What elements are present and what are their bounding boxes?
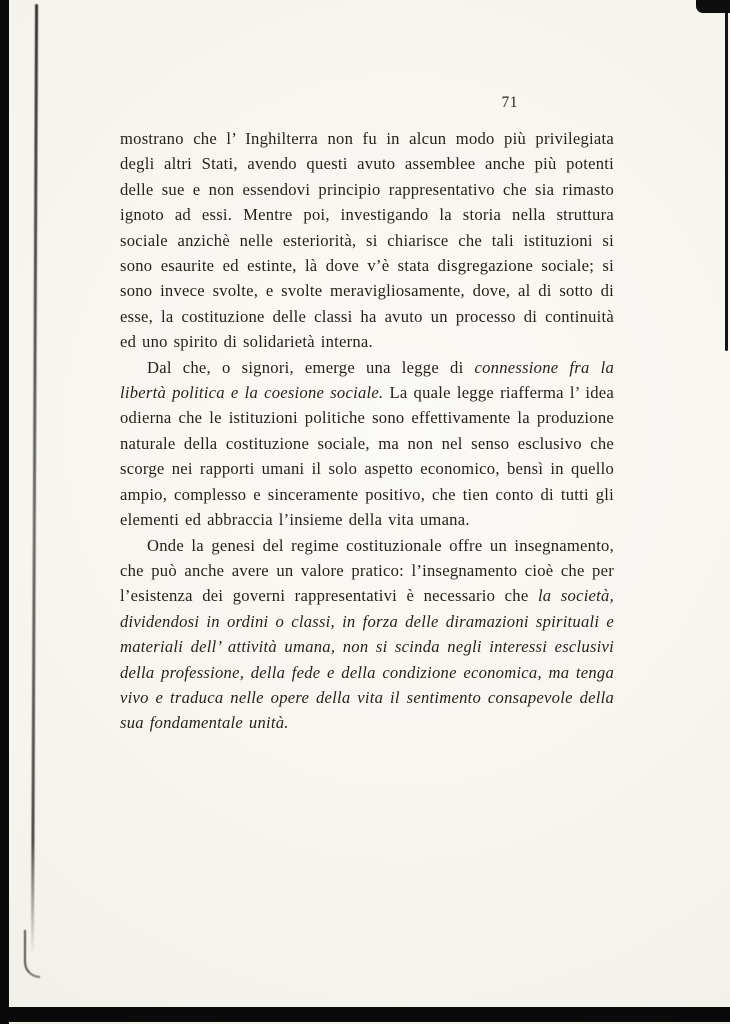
binding-shadow-line [31, 4, 38, 954]
text-run: Dal che, o signori, emerge una legge di [147, 357, 475, 377]
text-run-italic: connessione fra la libertà politica e la coesione sociale. [120, 357, 614, 403]
paragraph-1 [120, 126, 614, 355]
text-run: mostrano che l’ Inghilterra non fu in alcun modo più privilegiata degli altri Stati, avendo questi avuto assemblee anche più potenti delle sue e non essendovi principio rappresentativo che sia rimasto ignoto ad essi. Mentre poi, investigando la storia nella struttura sociale anzichè nelle esteriorità, si chiarisce che tali istituzioni si sono esaurite ed estinte, là dove v’è stata disgregazione sociale; si sono invece svolte, e svolte meravigliosamente, dove, al di sotto di esse, la costituzione delle classi ha avuto un processo di continuità ed uno spirito di solidarietà interna. [120, 129, 614, 352]
page-body [120, 94, 614, 736]
scan-edge-bottom [0, 1007, 730, 1022]
scan-edge-right [725, 6, 728, 351]
text-run: La quale legge riafferma l’ idea odierna che le istituzioni politiche sono effettivamente la produzione naturale della costituzione sociale, ma non nel senso esclusivo che scorge nei rapporti umani il solo aspetto economico, bensì in quello ampio, complesso e sinceramente positivo, che tien conto di tutti gli elementi ed abbraccia l’insieme della vita umana. [120, 383, 614, 530]
text-run-italic: la società, dividendosi in ordini o classi, in forza delle diramazioni spirituali e materiali dell’ attività umana, non si scinda negli interessi esclusivi della professione, della fede e della condizione economica, ma tenga vivo e traduca nelle opere della vita il sentimento consapevole della sua fondamentale unità. [120, 586, 614, 733]
paragraph-2 [120, 355, 614, 533]
scan-corner-mark [696, 0, 730, 13]
scan-edge-left [0, 0, 9, 1024]
binding-shadow-curve [24, 930, 40, 978]
page-number: 71 [501, 94, 518, 111]
text-run: Onde la genesi del regime costituzionale offre un insegnamento, che può anche avere un valore pratico: l’insegnamento cioè che per l’esistenza dei governi rappresentativi è necessario che [120, 535, 614, 606]
paragraph-3 [120, 533, 614, 736]
